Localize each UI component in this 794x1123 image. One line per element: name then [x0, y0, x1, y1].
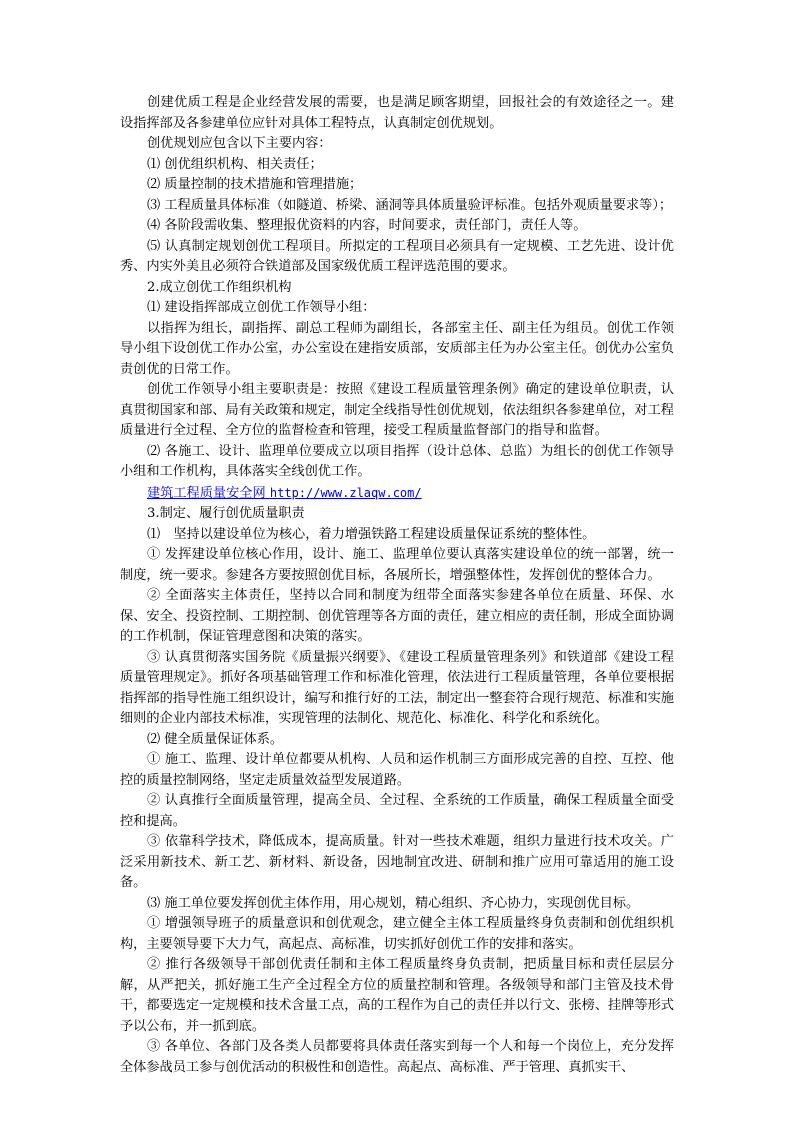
list-item: ⑴ 创优组织机构、相关责任；	[147, 156, 323, 172]
list-item: ⑶ 施工单位要发挥创优主体作用，用心规划，精心组织、齐心协力，实现创优目标。	[147, 895, 640, 911]
paragraph: ① 施工、监理、设计单位都要从机构、人员和运作机制三方面形成完善的自控、互控、他控的质量控制网络，坚定走质量效益型发展道路。	[120, 752, 674, 788]
paragraph: ③ 认真贯彻落实国务院《质量振兴纲要》、《建设工程质量管理条列》和铁道部《建设工程质量管理规定》。抓好各项基础管理工作和标准化管理，依法进行工程质量管理，各单位要根据指挥部的指导性施工组织设计，编写和推行好的工法，制定出一整套符合现行规范、标准和实施细则的企业内部技术标准，实现管理的法制化、规范化、标准化、科学化和系统化。	[120, 649, 674, 726]
paragraph: ② 认真推行全面质量管理，提高全员、全过程、全系统的工作质量，确保工程质量全面受控和提高。	[120, 793, 674, 829]
paragraph: ① 增强领导班子的质量意识和创优观念，建立健全主体工程质量终身负责制和创优组织机构，主要领导要下大力气，高起点、高标准，切实抓好创优工作的安排和落实。	[120, 916, 674, 952]
paragraph: 创建优质工程是企业经营发展的需要，也是满足顾客期望，回报社会的有效途径之一。建设指挥部及各参建单位应针对具体工程特点，认真制定创优规划。	[120, 95, 674, 131]
site-link-url: http://www.zlaqw.com/	[269, 485, 422, 500]
paragraph: ② 推行各级领导干部创优责任制和主体工程质量终身负责制，把质量目标和责任层层分解，从严把关，抓好施工生产全过程全方位的质量控制和管理。各级领导和部门主管及技术骨干，都要选定一定规模和技术含量工点，高的工程作为自己的责任并以行文、张榜、挂牌等形式予以公布，并一抓到底。	[120, 957, 674, 1034]
list-item: ⑵ 质量控制的技术措施和管理措施；	[147, 177, 363, 192]
list-item: ⑴ 建设指挥部成立创优工作领导小组：	[147, 300, 376, 315]
paragraph: ③ 依靠科学技术，降低成本，提高质量。针对一些技术难题，组织力量进行技术攻关。广泛采用新技术、新工艺、新材料、新设备，因地制宜改进、研制和推广应用可靠适用的施工设备。	[120, 834, 674, 890]
list-item: ⑵ 各施工、设计、监理单位要成立以项目指挥（设计总体、总监）为组长的创优工作领导小组和工作机构，具体落实全线创优工作。	[120, 443, 674, 479]
list-item: ⑸ 认真制定规划创优工程项目。所拟定的工程项目必须具有一定规模、工艺先进、设计优秀、内实外美且必须符合铁道部及国家级优质工程评选范围的要求。	[120, 238, 674, 274]
paragraph: 创优工作领导小组主要职责是：按照《建设工程质量管理条例》确定的建设单位职责，认真贯彻国家和部、局有关政策和规定，制定全线指导性创优规划，依法组织各参建单位，对工程质量进行全过程、全方位的监督检查和管理，接受工程质量监督部门的指导和监督。	[120, 382, 674, 438]
section-heading: 2.成立创优工作组织机构	[147, 279, 292, 295]
list-item: ⑷ 各阶段需收集、整理报优资料的内容，时间要求，责任部门，责任人等。	[147, 218, 587, 233]
paragraph: ③ 各单位、各部门及各类人员都要将具体责任落实到每一个人和每一个岗位上，充分发挥全体参战员工参与创优活动的积极性和创造性。高起点、高标准、严于管理、真抓实干、	[120, 1039, 674, 1075]
paragraph: ② 全面落实主体责任，坚持以合同和制度为纽带全面落实参建各单位在质量、环保、水保、安全、投资控制、工期控制、创优管理等各方面的责任，建立相应的责任制，形成全面协调的工作机制，保证管理意图和决策的落实。	[120, 588, 674, 644]
list-item: ⑶ 工程质量具体标准（如隧道、桥梁、涵洞等具体质量验评标准。包括外观质量要求等）；	[147, 197, 673, 213]
site-link[interactable]	[147, 486, 422, 501]
link-line	[120, 483, 674, 505]
paragraph: ① 发挥建设单位核心作用，设计、施工、监理单位要认真落实建设单位的统一部署，统一制度，统一要求。参建各方要按照创优目标，各展所长，增强整体性，发挥创优的整体合力。	[120, 547, 674, 583]
site-link-text: 建筑工程质量安全网	[147, 485, 266, 501]
paragraph: 创优规划应包含以下主要内容：	[147, 136, 332, 151]
list-item: ⑴ 坚持以建设单位为核心，着力增强铁路工程建设质量保证系统的整体性。	[147, 526, 596, 542]
list-item: ⑵ 健全质量保证体系。	[147, 731, 284, 747]
document-page	[120, 93, 674, 1078]
section-heading: 3.制定、履行创优质量职责	[147, 506, 305, 521]
paragraph: 以指挥为组长，副指挥、副总工程师为副组长，各部室主任、副主任为组员。创优工作领导小组下设创优工作办公室，办公室设在建指安质部，安质部主任为办公室主任。创优办公室负责创优的日常工作。	[120, 320, 674, 377]
